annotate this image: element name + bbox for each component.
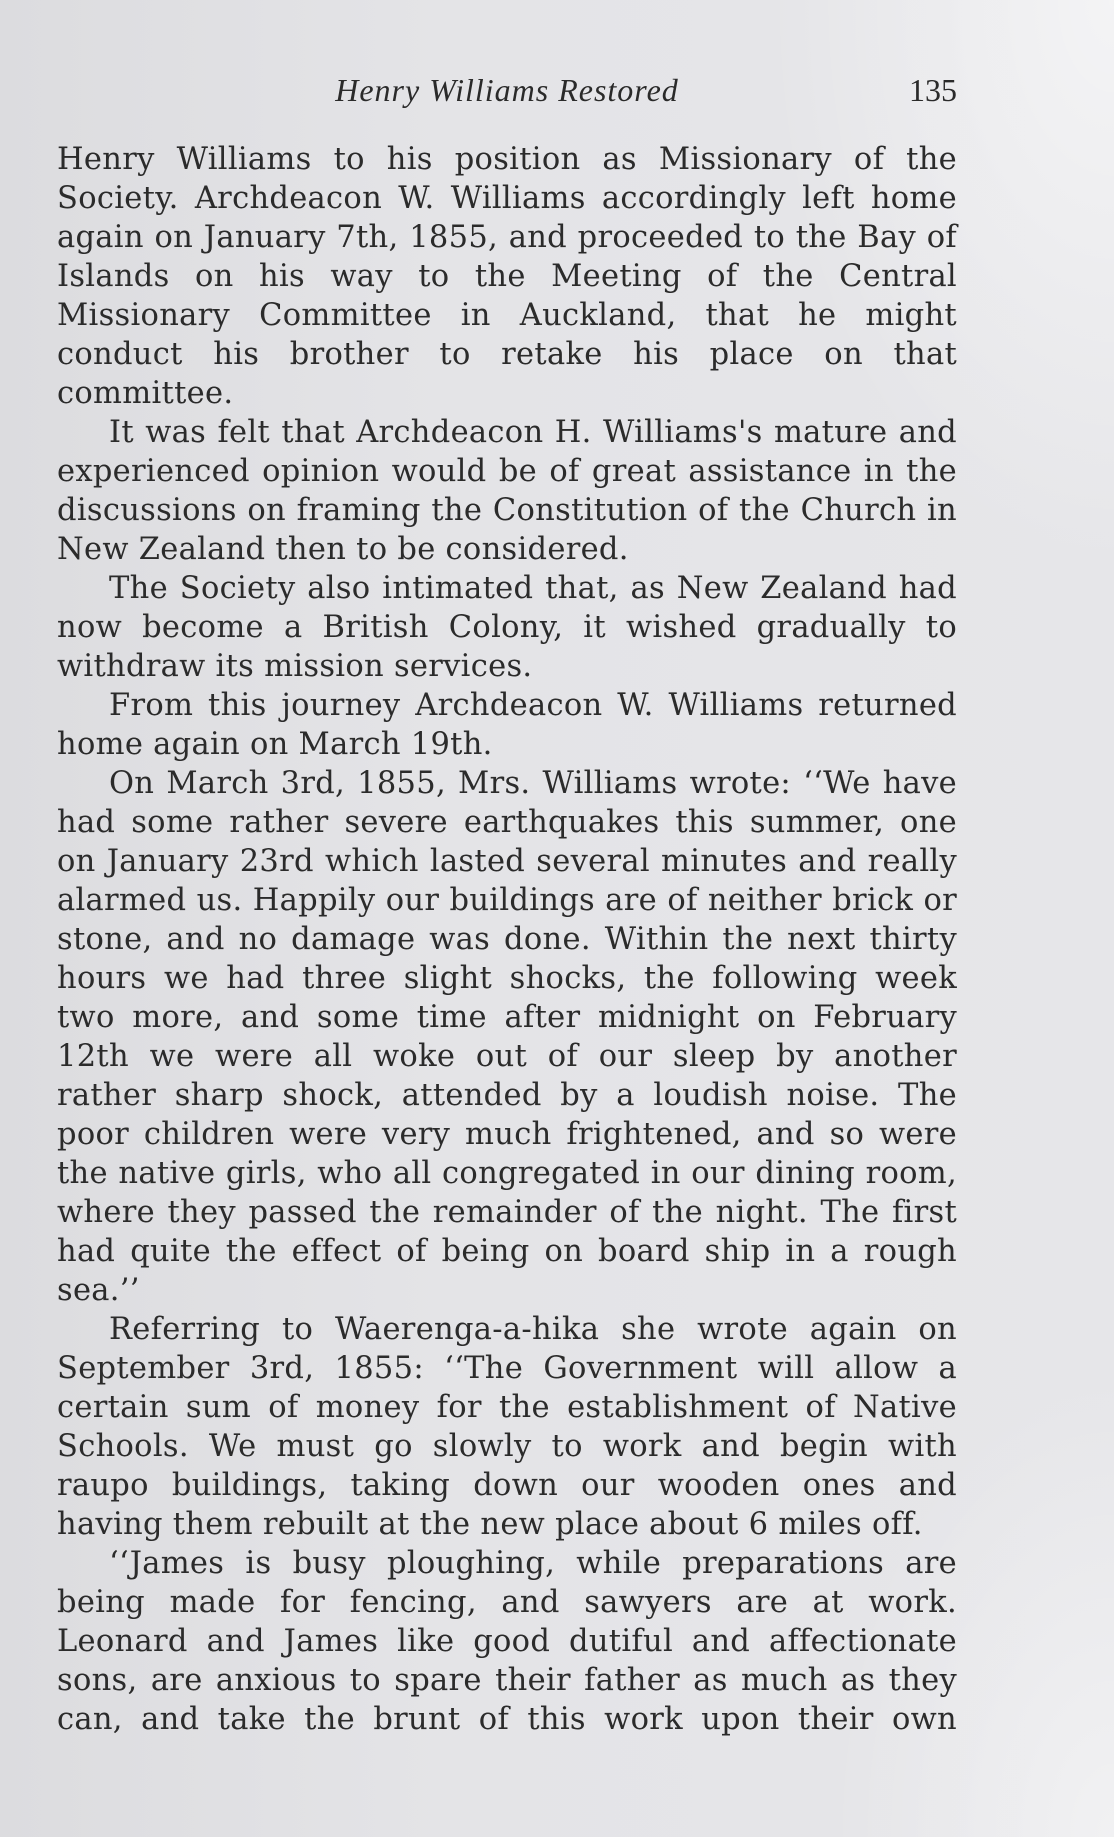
paragraph-continued: Henry Williams to his position as Missionary of the Society. Archdeacon W. Williams accordingly left home again on January 7th, 1855, and proceeded to the Bay of Islands on his way to the Meeting of the Central Missionary Committee in Auckland, that he might conduct his brother to retake his place on that committee. <box>57 142 957 411</box>
running-title: Henry Williams Restored <box>335 72 679 108</box>
body-text <box>57 140 957 1739</box>
page-number: 135 <box>909 72 957 108</box>
paragraph: Referring to Waerenga-a-hika she wrote again on September 3rd, 1855: ‘‘The Government will allow a certain sum of money for the establishment of Native Schools. We must go slowly to work and begin with raupo buildings, taking down our wooden ones and having them rebuilt at the new place about 6 miles off. <box>57 1312 957 1542</box>
page-header <box>57 72 957 120</box>
paragraph: From this journey Archdeacon W. Williams returned home again on March 19th. <box>57 688 957 762</box>
paragraph-continues-next-page: ‘‘James is busy ploughing, while preparations are being made for fencing, and sawyers are at work. Leonard and James like good dutiful and affectionate sons, are anxious to spare their father as much as they can, and take the brunt of this work upon their own <box>57 1546 957 1737</box>
paragraph: It was felt that Archdeacon H. Williams's mature and experienced opinion would be of great assistance in the discussions on framing the Constitution of the Church in New Zealand then to be considered. <box>57 415 957 567</box>
paragraph: The Society also intimated that, as New Zealand had now become a British Colony, it wished gradually to withdraw its mission services. <box>57 571 957 684</box>
paragraph: On March 3rd, 1855, Mrs. Williams wrote: ‘‘We have had some rather severe earthquakes this summer, one on January 23rd which lasted several minutes and really alarmed us. Happily our buildings are of neither brick or stone, and no damage was done. Within the next thirty hours we had three slight shocks, the following week two more, and some time after midnight on February 12th we were all woke out of our sleep by another rather sharp shock, attended by a loudish noise. The poor children were very much frightened, and so were the native girls, who all congregated in our dining room, where they passed the remainder of the night. The first had quite the effect of being on board ship in a rough sea.’’ <box>57 766 957 1308</box>
